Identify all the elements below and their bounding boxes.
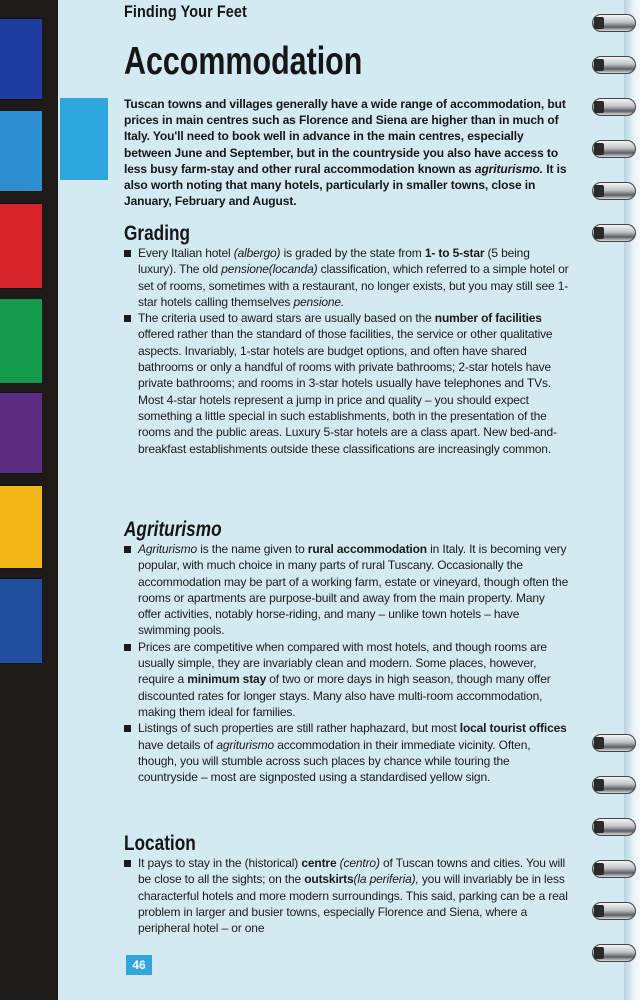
section-tab-5[interactable] bbox=[0, 392, 42, 474]
page-title: Accommodation bbox=[124, 40, 363, 83]
agriturismo-bullet-1: Agriturismo is the name given to rural accommodation in Italy. It is becoming very popular, with much choice in many parts of rural Tuscany. Occasionally the accommodation may be part of a working farm, estate or vineyard, though often the rooms or apartments are purpose-built and away from the main property. Many offer activities, notably horse-riding, and many – unlike town hotels – have swimming pools. bbox=[124, 541, 570, 639]
spiral-ring bbox=[592, 98, 636, 120]
grading-bullet-1: Every Italian hotel (albergo) is graded by the state from 1- to 5-star (5 being luxury). The old pensione(locanda) classification, which referred to a simple hotel or set of rooms, sometimes with a restaurant, no longer exists, but you may still see 1-star hotels calling themselves pensione. bbox=[124, 245, 570, 310]
spiral-ring bbox=[592, 14, 636, 36]
grading-section bbox=[124, 222, 570, 457]
section-tab-4[interactable] bbox=[0, 298, 42, 384]
page-number: 46 bbox=[126, 955, 152, 975]
spiral-ring bbox=[592, 140, 636, 162]
section-tab-6[interactable] bbox=[0, 485, 42, 569]
spiral-ring bbox=[592, 56, 636, 78]
section-label: Finding Your Feet bbox=[124, 2, 247, 21]
spiral-ring bbox=[592, 818, 636, 840]
agriturismo-bullet-2: Prices are competitive when compared with most hotels, and though rooms are usually simple, they are invariably clean and modern. Some places, however, require a minimum stay of two or more days in high season, though many offer discounted rates for longer stays. Many also have multi-room accommodation, making them ideal for families. bbox=[124, 639, 570, 720]
location-bullet-1: It pays to stay in the (historical) centre (centro) of Tuscan towns and cities. You will be close to all the sights; on the outskirts(la periferia), you will invariably be in less characterful hotels and more modern surroundings. This said, parking can be a real problem in larger and busier towns, especially Florence and Siena, where a peripheral hotel – or one bbox=[124, 855, 570, 936]
section-tab-1[interactable] bbox=[0, 18, 42, 100]
spiral-ring bbox=[592, 734, 636, 756]
agriturismo-section bbox=[124, 518, 570, 785]
section-tab-2[interactable] bbox=[0, 110, 42, 192]
spiral-ring bbox=[592, 860, 636, 882]
section-tab-3[interactable] bbox=[0, 203, 42, 289]
intro-paragraph: Tuscan towns and villages generally have a wide range of accommodation, but prices in main centres such as Florence and Siena are higher than in much of Italy. You'll need to book well in advance in the main centres, especially between June and September, but in the countryside you also have access to less busy farm-stay and other rural accommodation known as agriturismo. It is also worth noting that many hotels, particularly in smaller towns, close in January, February and August. bbox=[124, 97, 567, 209]
grading-heading: Grading bbox=[124, 222, 191, 245]
agriturismo-bullet-3: Listings of such properties are still rather haphazard, but most local tourist offices have details of agriturismo accommodation in their immediate vicinity. Often, though, you will stumble across such places by chance while touring the countryside – most are signposted using a standardised yellow sign. bbox=[124, 720, 570, 785]
spiral-ring bbox=[592, 944, 636, 966]
spiral-ring bbox=[592, 902, 636, 924]
spiral-ring bbox=[592, 182, 636, 204]
accent-block bbox=[60, 98, 108, 180]
location-heading: Location bbox=[124, 832, 196, 855]
spiral-ring bbox=[592, 776, 636, 798]
grading-bullet-2: The criteria used to award stars are usually based on the number of facilities offered rather than the standard of those facilities, the service or other qualitative aspects. Invariably, 1-star hotels are budget options, and often have shared bathrooms or only a handful of rooms with private bathrooms; 2-star hotels have private bathrooms; and rooms in 3-star hotels usually have telephones and TVs. Most 4-star hotels represent a jump in price and quality – you should expect something a little special in such establishments, both in the presentation of the rooms and the public areas. Luxury 5-star hotels are a class apart. New bed-and-breakfast establishments outside these classifications are increasingly common. bbox=[124, 310, 570, 457]
section-tab-7[interactable] bbox=[0, 578, 42, 664]
agriturismo-heading: Agriturismo bbox=[124, 518, 222, 541]
location-section bbox=[124, 832, 570, 936]
spiral-ring bbox=[592, 224, 636, 246]
